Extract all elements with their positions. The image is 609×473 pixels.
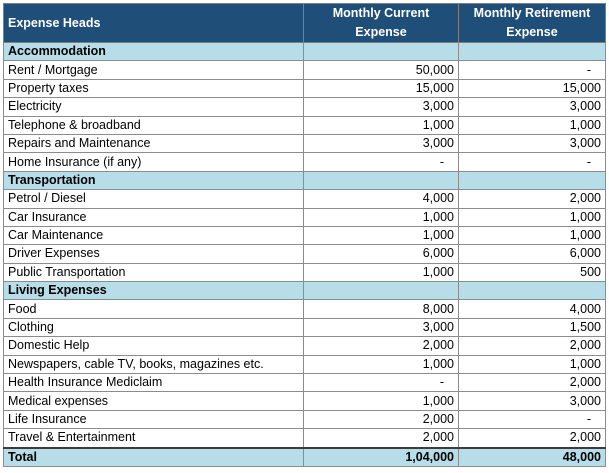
header-expense-heads: Expense Heads <box>4 4 304 43</box>
current-expense-value: 6,000 <box>304 245 459 263</box>
table-row <box>4 153 606 171</box>
section-empty-cell <box>459 282 606 300</box>
current-expense-value: 1,000 <box>304 392 459 410</box>
expense-label: Telephone & broadband <box>4 116 304 134</box>
retirement-expense-value: 2,000 <box>459 337 606 355</box>
current-expense-value: 2,000 <box>304 337 459 355</box>
header-row <box>4 4 606 43</box>
current-expense-value: 1,000 <box>304 226 459 244</box>
retirement-expense-value: - <box>459 410 606 428</box>
retirement-expense-value: 1,000 <box>459 208 606 226</box>
retirement-expense-value: 1,000 <box>459 226 606 244</box>
expense-label: Travel & Entertainment <box>4 429 304 448</box>
total-retirement-value: 48,000 <box>459 448 606 467</box>
current-expense-value: - <box>304 153 459 171</box>
section-row <box>4 43 606 61</box>
retirement-expense-value: 2,000 <box>459 190 606 208</box>
current-expense-value: 3,000 <box>304 98 459 116</box>
current-expense-value: 50,000 <box>304 61 459 79</box>
table-row <box>4 300 606 318</box>
expense-label: Food <box>4 300 304 318</box>
retirement-expense-value: 3,000 <box>459 98 606 116</box>
section-title: Transportation <box>4 171 304 189</box>
expense-table <box>3 3 606 467</box>
table-row <box>4 245 606 263</box>
header-monthly-retirement-expense: Monthly Retirement Expense <box>459 4 606 43</box>
retirement-expense-value: 3,000 <box>459 134 606 152</box>
table-row <box>4 410 606 428</box>
table-row <box>4 429 606 448</box>
table-row <box>4 79 606 97</box>
expense-label: Newspapers, cable TV, books, magazines etc. <box>4 355 304 373</box>
retirement-expense-value: 15,000 <box>459 79 606 97</box>
current-expense-value: 1,000 <box>304 116 459 134</box>
section-empty-cell <box>304 43 459 61</box>
expense-label: Medical expenses <box>4 392 304 410</box>
retirement-expense-value: 4,000 <box>459 300 606 318</box>
expense-label: Rent / Mortgage <box>4 61 304 79</box>
expense-label: Car Insurance <box>4 208 304 226</box>
section-title: Living Expenses <box>4 282 304 300</box>
table-row <box>4 318 606 336</box>
retirement-expense-value: 2,000 <box>459 429 606 448</box>
section-title: Accommodation <box>4 43 304 61</box>
expense-label: Petrol / Diesel <box>4 190 304 208</box>
expense-label: Electricity <box>4 98 304 116</box>
current-expense-value: 1,000 <box>304 263 459 281</box>
retirement-expense-value: - <box>459 61 606 79</box>
expense-label: Domestic Help <box>4 337 304 355</box>
section-row <box>4 282 606 300</box>
expense-label: Property taxes <box>4 79 304 97</box>
retirement-expense-value: 1,000 <box>459 355 606 373</box>
current-expense-value: 15,000 <box>304 79 459 97</box>
table-row <box>4 134 606 152</box>
current-expense-value: 4,000 <box>304 190 459 208</box>
table-row <box>4 190 606 208</box>
table-body <box>4 43 606 467</box>
expense-label: Car Maintenance <box>4 226 304 244</box>
retirement-expense-value: 1,000 <box>459 116 606 134</box>
current-expense-value: 1,000 <box>304 355 459 373</box>
expense-label: Public Transportation <box>4 263 304 281</box>
table-row <box>4 208 606 226</box>
current-expense-value: 3,000 <box>304 134 459 152</box>
table-row <box>4 116 606 134</box>
expense-label: Clothing <box>4 318 304 336</box>
retirement-expense-value: - <box>459 153 606 171</box>
header-monthly-current-expense: Monthly Current Expense <box>304 4 459 43</box>
table-row <box>4 355 606 373</box>
retirement-expense-value: 2,000 <box>459 374 606 392</box>
table-row <box>4 98 606 116</box>
retirement-expense-value: 500 <box>459 263 606 281</box>
retirement-expense-value: 3,000 <box>459 392 606 410</box>
retirement-expense-value: 6,000 <box>459 245 606 263</box>
expense-label: Driver Expenses <box>4 245 304 263</box>
retirement-expense-value: 1,500 <box>459 318 606 336</box>
total-current-value: 1,04,000 <box>304 448 459 467</box>
table-row <box>4 61 606 79</box>
table-row <box>4 374 606 392</box>
expense-label: Repairs and Maintenance <box>4 134 304 152</box>
current-expense-value: 8,000 <box>304 300 459 318</box>
current-expense-value: 3,000 <box>304 318 459 336</box>
current-expense-value: 1,000 <box>304 208 459 226</box>
total-row <box>4 448 606 467</box>
section-empty-cell <box>304 282 459 300</box>
total-label: Total <box>4 448 304 467</box>
expense-label: Life Insurance <box>4 410 304 428</box>
table-row <box>4 263 606 281</box>
table-row <box>4 337 606 355</box>
expense-label: Home Insurance (if any) <box>4 153 304 171</box>
section-empty-cell <box>459 43 606 61</box>
table-row <box>4 226 606 244</box>
expense-label: Health Insurance Mediclaim <box>4 374 304 392</box>
current-expense-value: - <box>304 374 459 392</box>
table-row <box>4 392 606 410</box>
section-empty-cell <box>304 171 459 189</box>
current-expense-value: 2,000 <box>304 410 459 428</box>
section-empty-cell <box>459 171 606 189</box>
section-row <box>4 171 606 189</box>
current-expense-value: 2,000 <box>304 429 459 448</box>
